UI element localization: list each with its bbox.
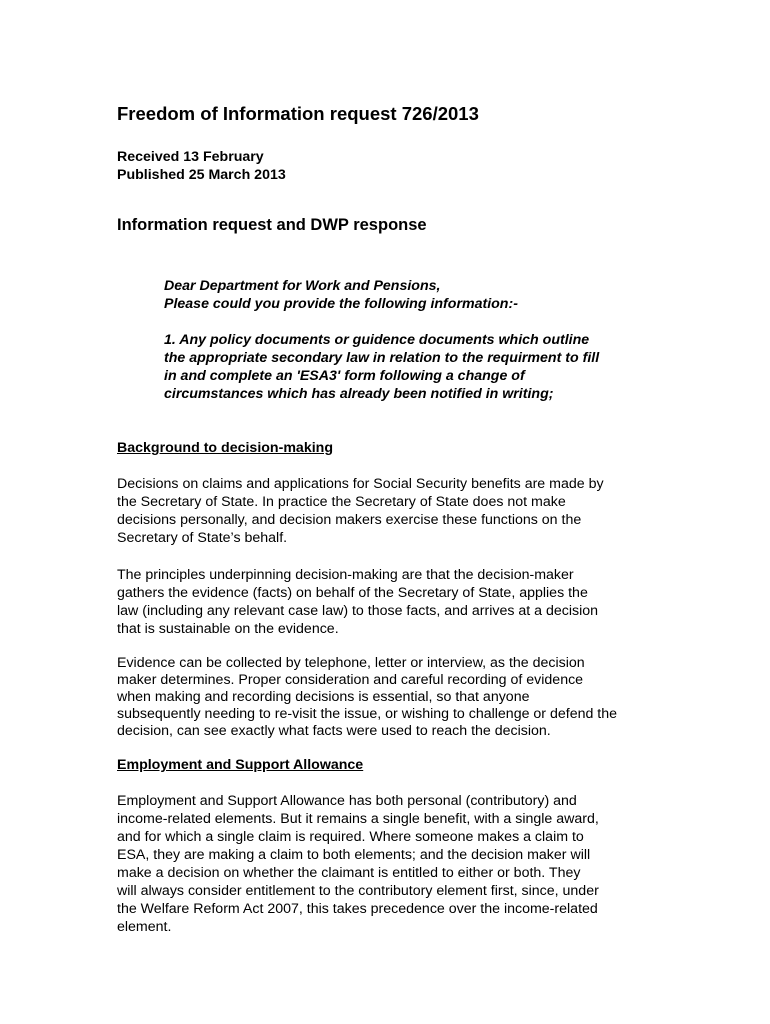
- paragraph-line: Decisions on claims and applications for Social Security benefits are made by: [117, 476, 604, 492]
- paragraph-line: gathers the evidence (facts) on behalf of the Secretary of State, applies the: [117, 585, 588, 601]
- background-paragraph-3: [117, 655, 677, 740]
- paragraph-line: Employment and Support Allowance has both personal (contributory) and: [117, 793, 577, 809]
- paragraph-line: income-related elements. But it remains a single benefit, with a single award,: [117, 811, 599, 827]
- request-dates: [117, 148, 286, 184]
- background-paragraph-2: [117, 566, 677, 638]
- published-date: Published 25 March 2013: [117, 167, 286, 183]
- quote-line: Please could you provide the following information:-: [164, 296, 518, 312]
- paragraph-line: the Secretary of State. In practice the Secretary of State does not make: [117, 494, 566, 510]
- esa-paragraph-1: [117, 792, 677, 936]
- received-date: Received 13 February: [117, 149, 264, 165]
- paragraph-line: will always consider entitlement to the contributory element first, since, under: [117, 883, 599, 899]
- esa-heading: Employment and Support Allowance: [117, 757, 364, 773]
- section-subtitle: Information request and DWP response: [117, 216, 427, 234]
- paragraph-line: The principles underpinning decision-making are that the decision-maker: [117, 567, 574, 583]
- quote-line: 1. Any policy documents or guidence documents which outline: [164, 332, 590, 348]
- quote-line: the appropriate secondary law in relation to the requirment to fill: [164, 350, 600, 366]
- paragraph-line: make a decision on whether the claimant is entitled to either or both. They: [117, 865, 581, 881]
- paragraph-line: decisions personally, and decision makers exercise these functions on the: [117, 512, 582, 528]
- paragraph-line: that is sustainable on the evidence.: [117, 621, 339, 637]
- quote-spacer: [164, 313, 664, 331]
- paragraph-line: Secretary of State’s behalf.: [117, 530, 288, 546]
- page-title: Freedom of Information request 726/2013: [117, 103, 479, 124]
- paragraph-line: and for which a single claim is required. Where someone makes a claim to: [117, 829, 584, 845]
- paragraph-line: maker determines. Proper consideration and careful recording of evidence: [117, 672, 584, 688]
- paragraph-line: the Welfare Reform Act 2007, this takes precedence over the income-related: [117, 901, 598, 917]
- paragraph-line: decision, can see exactly what facts were used to reach the decision.: [117, 723, 551, 739]
- quote-line: in and complete an 'ESA3' form following a change of: [164, 368, 525, 384]
- paragraph-line: Evidence can be collected by telephone, letter or interview, as the decision: [117, 655, 585, 671]
- quote-line: circumstances which has already been notified in writing;: [164, 386, 554, 402]
- paragraph-line: subsequently needing to re-visit the issue, or wishing to challenge or defend the: [117, 706, 618, 722]
- paragraph-line: element.: [117, 919, 172, 935]
- quote-line: Dear Department for Work and Pensions,: [164, 278, 441, 294]
- background-paragraph-1: [117, 475, 677, 547]
- paragraph-line: law (including any relevant case law) to those facts, and arrives at a decision: [117, 603, 599, 619]
- request-quote: [164, 277, 664, 403]
- paragraph-line: when making and recording decisions is essential, so that anyone: [117, 689, 530, 705]
- paragraph-line: ESA, they are making a claim to both elements; and the decision maker will: [117, 847, 591, 863]
- background-heading: Background to decision-making: [117, 440, 333, 456]
